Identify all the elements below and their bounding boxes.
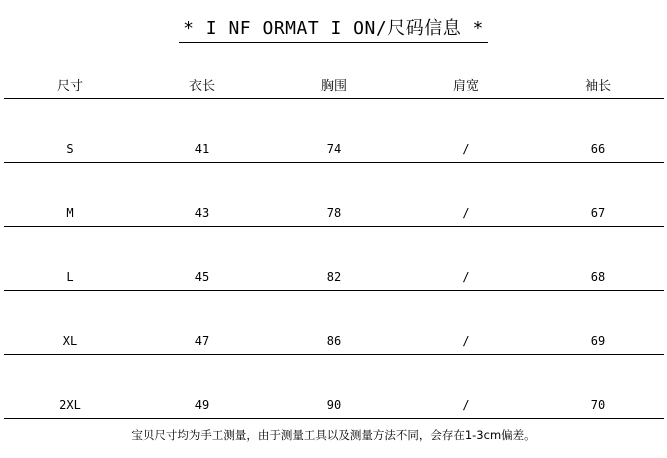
cell-shoulder: /: [400, 163, 532, 227]
cell-length: 41: [136, 99, 268, 163]
cell-chest: 86: [268, 291, 400, 355]
cell-size: S: [4, 99, 136, 163]
cell-sleeve: 68: [532, 227, 664, 291]
cell-size: XL: [4, 291, 136, 355]
cell-chest: 78: [268, 163, 400, 227]
cell-shoulder: /: [400, 355, 532, 419]
table-body: [4, 99, 664, 419]
measurement-note: 宝贝尺寸均为手工测量，由于测量工具以及测量方法不同，会存在1-3cm偏差。: [131, 428, 536, 442]
title-container: [0, 14, 667, 43]
header-size: 尺寸: [4, 70, 136, 99]
cell-shoulder: /: [400, 291, 532, 355]
cell-sleeve: 69: [532, 291, 664, 355]
header-shoulder: 肩宽: [400, 70, 532, 99]
table-row: [4, 227, 664, 291]
cell-size: M: [4, 163, 136, 227]
page-title: * I NF ORMAT I ON/尺码信息 *: [179, 14, 488, 43]
cell-shoulder: /: [400, 99, 532, 163]
cell-sleeve: 70: [532, 355, 664, 419]
header-length: 衣长: [136, 70, 268, 99]
cell-length: 45: [136, 227, 268, 291]
header-chest: 胸围: [268, 70, 400, 99]
cell-shoulder: /: [400, 227, 532, 291]
table-row: [4, 291, 664, 355]
header-sleeve: 袖长: [532, 70, 664, 99]
cell-size: 2XL: [4, 355, 136, 419]
cell-sleeve: 67: [532, 163, 664, 227]
cell-sleeve: 66: [532, 99, 664, 163]
table-row: [4, 99, 664, 163]
table-header: [4, 70, 664, 99]
cell-size: L: [4, 227, 136, 291]
table-row: [4, 163, 664, 227]
cell-chest: 74: [268, 99, 400, 163]
header-row: [4, 70, 664, 99]
size-chart-table: [4, 70, 664, 419]
cell-length: 49: [136, 355, 268, 419]
cell-length: 43: [136, 163, 268, 227]
table-row: [4, 355, 664, 419]
cell-length: 47: [136, 291, 268, 355]
cell-chest: 82: [268, 227, 400, 291]
cell-chest: 90: [268, 355, 400, 419]
